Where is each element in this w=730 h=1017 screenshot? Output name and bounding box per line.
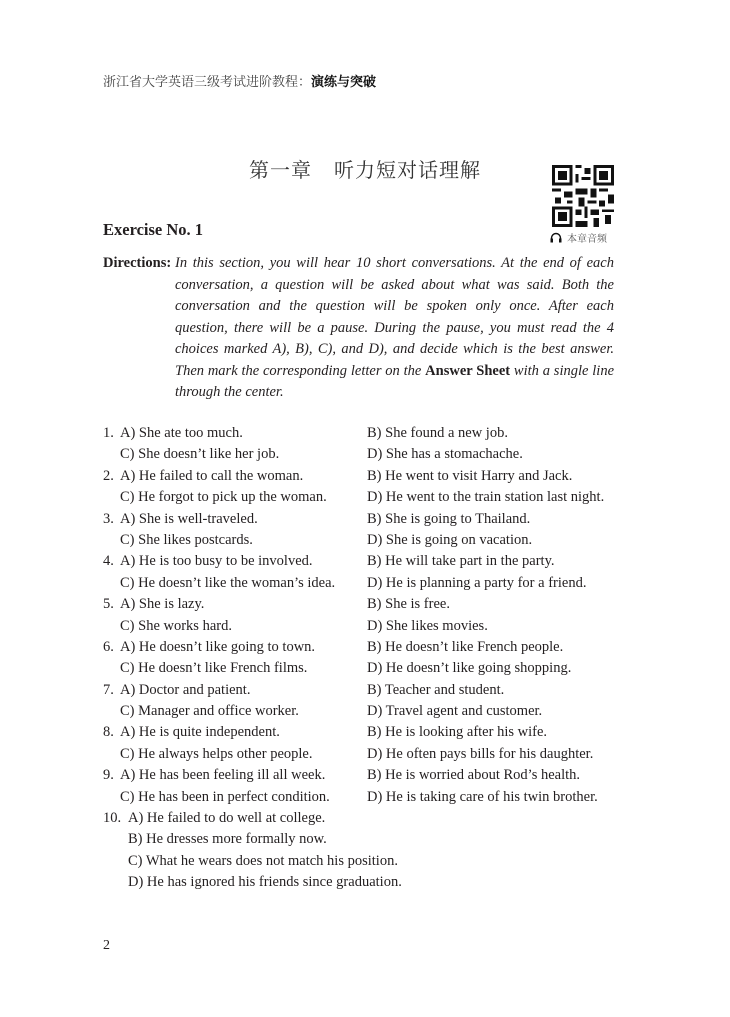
running-header xyxy=(103,71,376,90)
option-a: A) Doctor and patient. xyxy=(120,681,251,698)
question-row xyxy=(103,423,623,444)
option-b: B) He will take part in the party. xyxy=(367,553,555,570)
directions-text-1: In this section, you will hear 10 short conversations. At the end of each conversation, a question will be asked about what was said. Both the conversation and the question will be spoken only once. After each question, there will be a pause. During the pause, you must read the 4 choices marked A), B), C), and D), and decide which is the best answer. Then mark the corresponding letter on the xyxy=(175,255,614,379)
option-b: B) He went to visit Harry and Jack. xyxy=(367,467,573,484)
running-title-bold: 演练与突破 xyxy=(311,75,377,90)
option-c: C) He always helps other people. xyxy=(120,745,313,762)
option-d: D) He is taking care of his twin brother. xyxy=(367,788,598,805)
option-c: C) She likes postcards. xyxy=(120,531,253,548)
question-row xyxy=(103,787,623,808)
option-b: B) He dresses more formally now. xyxy=(128,831,327,848)
option-d: D) She has a stomachache. xyxy=(367,446,523,463)
option-b: B) She is going to Thailand. xyxy=(367,510,531,527)
option-b: B) She found a new job. xyxy=(367,425,508,441)
question-row xyxy=(103,551,623,572)
option-b: B) He doesn’t like French people. xyxy=(367,638,564,655)
question-number: 8. xyxy=(103,724,114,741)
option-d: D) He has ignored his friends since graduation. xyxy=(128,874,402,891)
option-a: A) She is well-traveled. xyxy=(120,510,258,527)
option-a: A) He has been feeling ill all week. xyxy=(120,767,326,784)
option-c: C) She doesn’t like her job. xyxy=(120,446,280,463)
question-row xyxy=(103,594,623,615)
directions-text xyxy=(175,253,614,404)
option-a: A) He doesn’t like going to town. xyxy=(120,638,316,655)
option-a: A) He failed to do well at college. xyxy=(128,810,326,827)
audio-caption[interactable] xyxy=(550,230,607,245)
exercise-title: Exercise No. 1 xyxy=(103,220,204,239)
page-number: 2 xyxy=(103,938,110,953)
question-row xyxy=(103,444,623,465)
option-a: A) He failed to call the woman. xyxy=(120,467,304,484)
option-d: D) Travel agent and customer. xyxy=(367,703,543,720)
option-c: C) He forgot to pick up the woman. xyxy=(120,489,327,506)
option-b: B) Teacher and student. xyxy=(367,681,505,698)
question-number: 2. xyxy=(103,467,114,484)
option-c: C) Manager and office worker. xyxy=(120,703,299,720)
question-row xyxy=(103,744,623,765)
question-row xyxy=(103,466,623,487)
question-row xyxy=(103,637,623,658)
directions-text-2: with a single line through the center. xyxy=(175,362,615,400)
question-row xyxy=(103,872,623,893)
question-row xyxy=(103,808,623,829)
question-row xyxy=(103,701,623,722)
question-number: 7. xyxy=(103,681,114,698)
chapter-number: 第一章 xyxy=(249,158,312,182)
option-d: D) He often pays bills for his daughter. xyxy=(367,745,594,762)
question-row xyxy=(103,616,623,637)
chapter-title: 听力短对话理解 xyxy=(334,158,481,182)
question-number: 1. xyxy=(103,425,114,441)
question-number: 5. xyxy=(103,596,114,613)
question-number: 4. xyxy=(103,553,114,570)
option-d: D) He went to the train station last night. xyxy=(367,489,605,506)
question-list xyxy=(103,423,623,894)
directions-label: Directions: xyxy=(103,255,172,271)
chapter-heading xyxy=(0,154,730,183)
audio-caption-text: 本章音频 xyxy=(567,234,607,245)
question-row xyxy=(103,530,623,551)
option-b: B) She is free. xyxy=(367,596,450,613)
option-a: A) He is quite independent. xyxy=(120,724,280,741)
option-c: C) She works hard. xyxy=(120,617,232,634)
option-d: D) He is planning a party for a friend. xyxy=(367,574,587,591)
question-row xyxy=(103,722,623,743)
question-number: 6. xyxy=(103,638,114,655)
qr-code-icon[interactable] xyxy=(552,165,614,227)
option-b: B) He is looking after his wife. xyxy=(367,724,548,741)
question-row xyxy=(103,487,623,508)
headphones-icon xyxy=(550,232,562,243)
option-c: C) He has been in perfect condition. xyxy=(120,788,330,805)
question-row xyxy=(103,658,623,679)
option-c: C) What he wears does not match his position. xyxy=(128,852,398,869)
question-row xyxy=(103,509,623,530)
question-number: 10. xyxy=(103,810,122,827)
question-number: 9. xyxy=(103,767,114,784)
option-d: D) She is going on vacation. xyxy=(367,531,533,548)
option-a: A) She ate too much. xyxy=(120,425,243,441)
directions xyxy=(103,253,614,404)
option-c: C) He doesn’t like French films. xyxy=(120,660,308,677)
question-row xyxy=(103,829,623,850)
question-row xyxy=(103,765,623,786)
question-row xyxy=(103,851,623,872)
option-a: A) She is lazy. xyxy=(120,596,205,613)
running-title: 浙江省大学英语三级考试进阶教程： xyxy=(103,75,312,90)
answer-sheet-bold: Answer Sheet xyxy=(425,362,511,379)
option-d: D) She likes movies. xyxy=(367,617,488,634)
option-c: C) He doesn’t like the woman’s idea. xyxy=(120,574,336,591)
option-b: B) He is worried about Rod’s health. xyxy=(367,767,581,784)
question-row xyxy=(103,573,623,594)
question-row xyxy=(103,680,623,701)
question-number: 3. xyxy=(103,510,114,527)
option-a: A) He is too busy to be involved. xyxy=(120,553,313,570)
option-d: D) He doesn’t like going shopping. xyxy=(367,660,572,677)
